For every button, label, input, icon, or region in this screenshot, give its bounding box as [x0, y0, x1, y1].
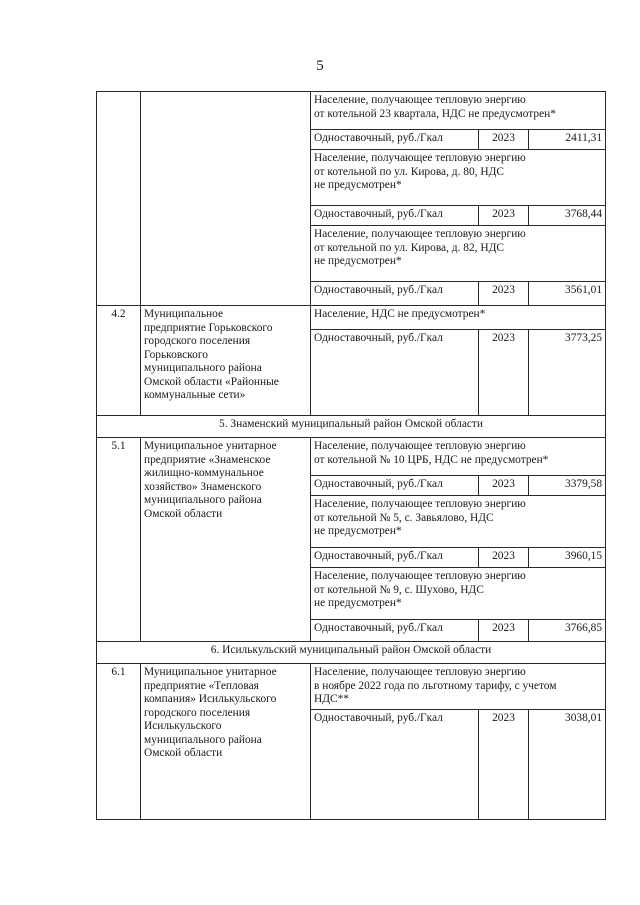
rate-label: Одноставочный, руб./Гкал [311, 282, 479, 306]
tariff-year: 2023 [479, 282, 529, 306]
text-line: от котельной по ул. Кирова, д. 80, НДС [314, 165, 504, 178]
organization-name [141, 664, 311, 820]
text-line: Население, получающее тепловую энергию [314, 666, 526, 678]
text-line: Население, получающее тепловую энергию [314, 570, 526, 582]
organization-name [141, 306, 311, 416]
text-line: предприятие «Тепловая [144, 679, 259, 692]
text-line: Исилькульского [144, 720, 222, 732]
text-line: Муниципальное унитарное [144, 666, 277, 678]
tariff-year: 2023 [479, 330, 529, 416]
text-line: коммунальные сети» [144, 389, 246, 401]
rate-label: Одноставочный, руб./Гкал [311, 476, 479, 496]
section-row [97, 416, 606, 438]
tariff-year: 2023 [479, 476, 529, 496]
tariff-table-body [97, 92, 606, 820]
text-line: не предусмотрен* [314, 525, 402, 537]
text-line: Омской области [144, 747, 223, 759]
rate-label: Одноставочный, руб./Гкал [311, 710, 479, 820]
text-line: Население, получающее тепловую энергию [314, 94, 526, 106]
tariff-price: 3379,58 [529, 476, 606, 496]
tariff-price: 3561,01 [529, 282, 606, 306]
text-line: от котельной № 10 ЦРБ, НДС не предусмотрен* [314, 453, 549, 466]
tariff-year: 2023 [479, 620, 529, 642]
tariff-year: 2023 [479, 710, 529, 820]
tariff-price: 3038,01 [529, 710, 606, 820]
text-line: от котельной по ул. Кирова, д. 82, НДС [314, 241, 504, 254]
text-line: Население, получающее тепловую энергию [314, 440, 526, 452]
tariff-year: 2023 [479, 548, 529, 568]
text-line: городского поселения [144, 706, 251, 719]
text-line: от котельной № 5, с. Завьялово, НДС [314, 511, 494, 524]
row-number: 5.1 [97, 438, 141, 642]
text-line: муниципального района [144, 494, 262, 506]
text-line: предприятие «Знаменское [144, 453, 271, 466]
tariff-price: 3773,25 [529, 330, 606, 416]
section-row [97, 642, 606, 664]
description-row [97, 438, 606, 476]
text-line: Муниципальное [144, 308, 224, 320]
tariff-table [96, 91, 606, 820]
text-line: Горьковского [144, 348, 208, 361]
text-line: муниципального района [144, 733, 262, 746]
text-line: Омской области [144, 507, 223, 520]
tariff-year: 2023 [479, 130, 529, 150]
section-title: 5. Знаменский муниципальный район Омской области [97, 416, 606, 438]
text-line: предприятие Горьковского [144, 321, 273, 334]
text-line: в ноябре 2022 года по льготному тарифу, с учетом [314, 679, 557, 692]
text-line: жилищно-коммунальное [144, 467, 264, 479]
section-title: 6. Исилькульский муниципальный район Омской области [97, 642, 606, 664]
tariff-price: 3960,15 [529, 548, 606, 568]
tariff-year: 2023 [479, 206, 529, 226]
text-line: Население, получающее тепловую энергию [314, 152, 526, 164]
row-number [97, 92, 141, 306]
organization-name [141, 438, 311, 642]
text-line: не предусмотрен* [314, 597, 402, 609]
tariff-price: 3766,85 [529, 620, 606, 642]
organization-name [141, 92, 311, 306]
rate-label: Одноставочный, руб./Гкал [311, 130, 479, 150]
text-line: не предусмотрен* [314, 179, 402, 191]
text-line: Муниципальное унитарное [144, 440, 277, 452]
text-line: от котельной № 9, с. Шухово, НДС [314, 583, 484, 596]
rate-label: Одноставочный, руб./Гкал [311, 620, 479, 642]
tariff-price: 2411,31 [529, 130, 606, 150]
consumer-description [311, 92, 606, 130]
description-row [97, 306, 606, 330]
tariff-price: 3768,44 [529, 206, 606, 226]
description-row [97, 92, 606, 130]
text-line: Население, получающее тепловую энергию [314, 498, 526, 510]
row-number: 4.2 [97, 306, 141, 416]
consumer-description [311, 306, 606, 330]
text-line: НДС** [314, 693, 349, 705]
text-line: хозяйство» Знаменского [144, 480, 262, 493]
description-row [97, 664, 606, 710]
consumer-description [311, 226, 606, 282]
consumer-description [311, 438, 606, 476]
text-line: муниципального района [144, 362, 262, 374]
rate-label: Одноставочный, руб./Гкал [311, 206, 479, 226]
text-line: компания» Исилькульского [144, 693, 277, 705]
text-line: Население, получающее тепловую энергию [314, 228, 526, 240]
consumer-description [311, 496, 606, 548]
consumer-description [311, 568, 606, 620]
text-line: городского поселения [144, 335, 251, 347]
text-line: не предусмотрен* [314, 255, 402, 267]
rate-label: Одноставочный, руб./Гкал [311, 330, 479, 416]
row-number: 6.1 [97, 664, 141, 820]
page-number: 5 [316, 58, 324, 74]
consumer-description [311, 150, 606, 206]
text-line: Население, НДС не предусмотрен* [314, 308, 486, 320]
rate-label: Одноставочный, руб./Гкал [311, 548, 479, 568]
text-line: от котельной 23 квартала, НДС не предусмотрен* [314, 107, 556, 120]
consumer-description [311, 664, 606, 710]
text-line: Омской области «Районные [144, 375, 279, 388]
